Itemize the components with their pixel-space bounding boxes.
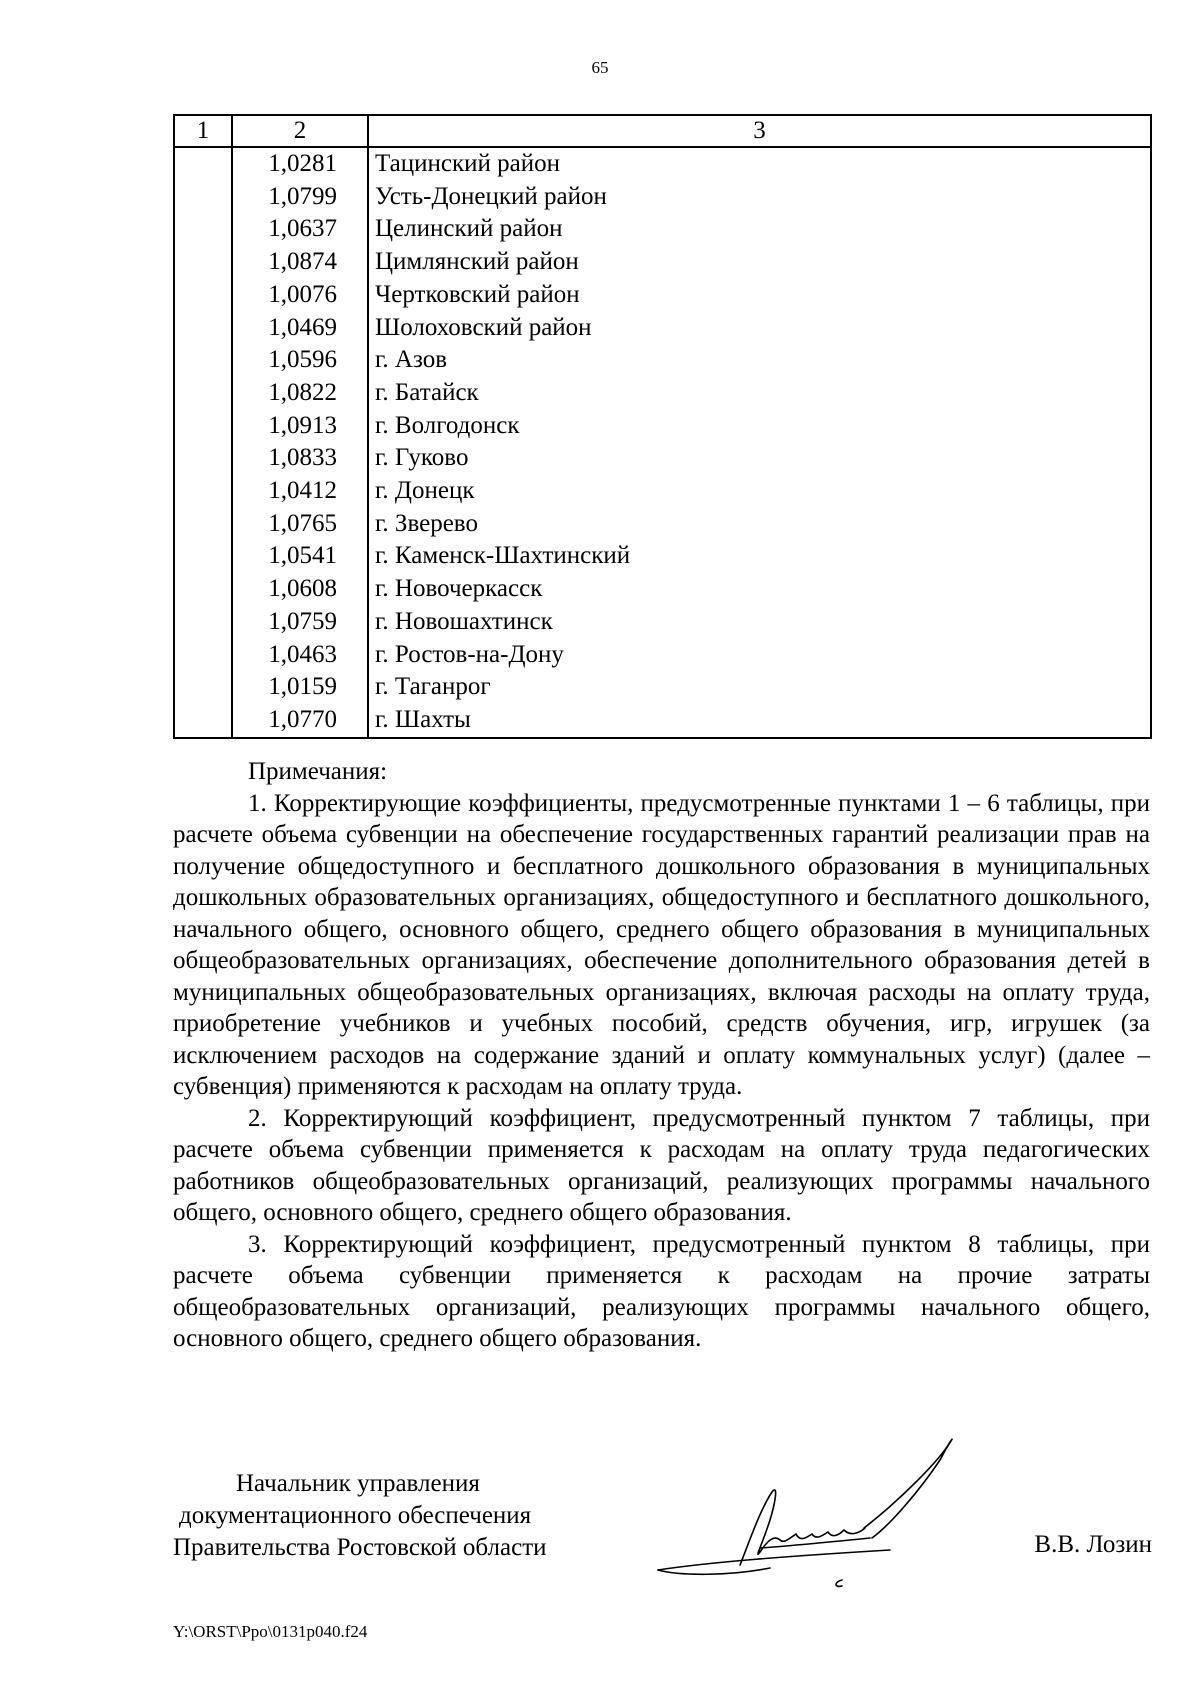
row-number-cell	[174, 279, 232, 312]
municipality-cell: Шолоховский район	[368, 312, 1151, 345]
coefficient-cell: 1,0874	[232, 246, 368, 279]
municipality-cell: г. Батайск	[368, 377, 1151, 410]
table-row	[174, 279, 1151, 312]
table-header-cell-2: 2	[232, 115, 368, 147]
row-number-cell	[174, 377, 232, 410]
handwritten-signature	[650, 1430, 980, 1600]
table-row	[174, 606, 1151, 639]
coefficient-cell: 1,0765	[232, 508, 368, 541]
table-row	[174, 573, 1151, 606]
row-number-cell	[174, 508, 232, 541]
table-row	[174, 246, 1151, 279]
signatory-line-3: Правительства Ростовской области	[173, 1534, 547, 1561]
table-row	[174, 181, 1151, 214]
signatory-name: В.В. Лозин	[1034, 1531, 1152, 1558]
municipality-cell: г. Каменск-Шахтинский	[368, 540, 1151, 573]
notes-section	[173, 756, 1150, 1355]
table-row	[174, 442, 1151, 475]
municipality-cell: г. Гуково	[368, 442, 1151, 475]
row-number-cell	[174, 181, 232, 214]
municipality-cell: г. Новочеркасск	[368, 573, 1151, 606]
table-row	[174, 213, 1151, 246]
page-number: 65	[591, 58, 609, 77]
note-item-1: 1. Корректирующие коэффициенты, предусмотренные пунктами 1 – 6 таблицы, при расчете объема субвенции на обеспечение государственных гарантий реализации прав на получение общедоступного и бесплатного дошкольного образования в муниципальных дошкольных образовательных организациях, общедоступного и бесплатного дошкольного, начального общего, основного общего, среднего общего образования в муниципальных общеобразовательных организациях, обеспечение дополнительного образования детей в муниципальных общеобразовательных организациях, включая расходы на оплату труда, приобретение учебников и учебных пособий, средств обучения, игр, игрушек (за исключением расходов на содержание зданий и оплату коммунальных услуг) (далее – субвенция) применяются к расходам на оплату труда.	[173, 789, 1150, 1100]
coefficient-cell: 1,0770	[232, 704, 368, 738]
signatory-line-1: Начальник управления	[236, 1470, 480, 1497]
municipality-cell: г. Новошахтинск	[368, 606, 1151, 639]
table-header-cell-1: 1	[174, 115, 232, 147]
municipality-cell: г. Шахты	[368, 704, 1151, 738]
coefficient-cell: 1,0076	[232, 279, 368, 312]
municipality-cell: г. Донецк	[368, 475, 1151, 508]
table-row	[174, 508, 1151, 541]
table-row	[174, 410, 1151, 443]
notes-heading: Примечания:	[248, 758, 388, 785]
note-item-3: 3. Корректирующий коэффициент, предусмотренный пунктом 8 таблицы, при расчете объема субвенции применяется к расходам на прочие затраты общеобразовательных организаций, реализующих программы начального общего, основного общего, среднего общего образования.	[173, 1230, 1150, 1352]
table-body	[174, 147, 1151, 738]
note-item-2: 2. Корректирующий коэффициент, предусмотренный пунктом 7 таблицы, при расчете объема субвенции применяется к расходам на оплату труда педагогических работников общеобразовательных организаций, реализующих программы начального общего, основного общего, среднего общего образования.	[173, 1104, 1150, 1226]
signature-underline	[658, 1550, 890, 1570]
table-row	[174, 147, 1151, 181]
row-number-cell	[174, 540, 232, 573]
row-number-cell	[174, 410, 232, 443]
coefficient-cell: 1,0759	[232, 606, 368, 639]
coefficient-cell: 1,0412	[232, 475, 368, 508]
coefficient-cell: 1,0799	[232, 181, 368, 214]
table-header-cell-3: 3	[368, 115, 1151, 147]
row-number-cell	[174, 704, 232, 738]
coefficient-cell: 1,0596	[232, 344, 368, 377]
table-row	[174, 312, 1151, 345]
coefficient-cell: 1,0281	[232, 147, 368, 181]
coefficient-cell: 1,0637	[232, 213, 368, 246]
table-row	[174, 704, 1151, 738]
table-row	[174, 639, 1151, 672]
coefficient-cell: 1,0469	[232, 312, 368, 345]
row-number-cell	[174, 606, 232, 639]
footer-file-path: Y:\ORST\Ppo\0131p040.f24	[173, 1622, 368, 1641]
coefficient-cell: 1,0822	[232, 377, 368, 410]
table-row	[174, 344, 1151, 377]
signatory-line-2: документационного обеспечения	[179, 1502, 532, 1529]
municipality-cell: г. Таганрог	[368, 671, 1151, 704]
table-row	[174, 475, 1151, 508]
row-number-cell	[174, 213, 232, 246]
municipality-cell: г. Ростов-на-Дону	[368, 639, 1151, 672]
table-row	[174, 540, 1151, 573]
coefficient-cell: 1,0608	[232, 573, 368, 606]
coefficient-cell: 1,0159	[232, 671, 368, 704]
coefficient-cell: 1,0541	[232, 540, 368, 573]
row-number-cell	[174, 671, 232, 704]
row-number-cell	[174, 147, 232, 181]
coefficients-table	[173, 114, 1152, 739]
municipality-cell: г. Волгодонск	[368, 410, 1151, 443]
row-number-cell	[174, 442, 232, 475]
row-number-cell	[174, 312, 232, 345]
municipality-cell: Усть-Донецкий район	[368, 181, 1151, 214]
coefficient-cell: 1,0833	[232, 442, 368, 475]
table-header-row	[174, 115, 1151, 147]
table-row	[174, 671, 1151, 704]
municipality-cell: Цимлянский район	[368, 246, 1151, 279]
municipality-cell: г. Азов	[368, 344, 1151, 377]
row-number-cell	[174, 475, 232, 508]
coefficient-cell: 1,0913	[232, 410, 368, 443]
row-number-cell	[174, 344, 232, 377]
municipality-cell: Тацинский район	[368, 147, 1151, 181]
coefficient-cell: 1,0463	[232, 639, 368, 672]
municipality-cell: Чертковский район	[368, 279, 1151, 312]
municipality-cell: г. Зверево	[368, 508, 1151, 541]
row-number-cell	[174, 573, 232, 606]
table-row	[174, 377, 1151, 410]
municipality-cell: Целинский район	[368, 213, 1151, 246]
row-number-cell	[174, 246, 232, 279]
row-number-cell	[174, 639, 232, 672]
